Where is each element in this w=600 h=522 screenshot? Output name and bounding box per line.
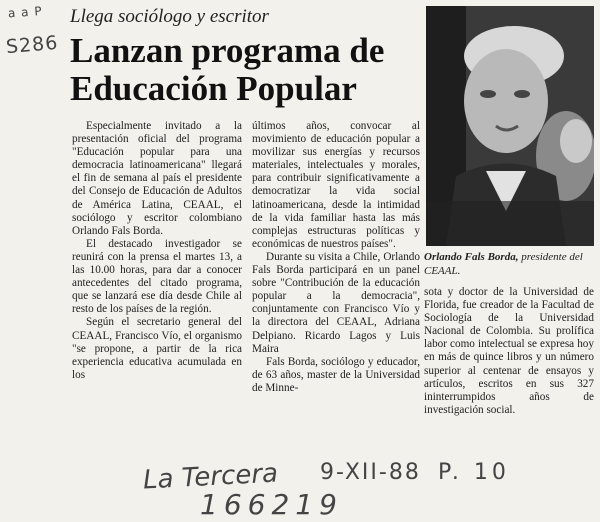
paragraph: Durante su visita a Chile, Orlando Fals Borda participará en un panel sobre "Contribución de la educación popular a la democracia", conjuntamente con Francisco Vío y la directora del CEAAL, Adriana Delpiano. Ricardo Lagos y Luis Maira: [252, 250, 420, 355]
caption-role: presidente del CEAAL.: [424, 251, 583, 277]
date-note: 9-XII-88: [320, 460, 421, 485]
article-column-1: [72, 120, 242, 382]
photo-caption: [424, 250, 596, 278]
portrait-photo: [426, 6, 594, 246]
archive-note: a a P: [7, 4, 43, 21]
paragraph: Fals Borda, sociólogo y educador, de 63 años, master de la Universidad de Minne-: [252, 355, 420, 394]
article-kicker: Llega sociólogo y escritor: [70, 6, 269, 27]
article-column-2: [252, 120, 420, 395]
paragraph: sota y doctor de la Universidad de Florida, fue creador de la Facultad de Sociología de la Universidad Nacional de Colombia. Su prolífica labor como intelectual se expresa hoy en más de quince libros y un número superior al centenar de ensayos y artículos, escritos en sus 327 ininterrumpidos años de investigación social.: [424, 286, 594, 416]
article-headline: Lanzan programa de Educación Popular: [70, 31, 385, 108]
paragraph: El destacado investigador se reunirá con la prensa el martes 13, a las 10.00 horas, para dar a conocer antecedentes del citado programa, que se lanzará ese día desde Chile al resto de los países de la región.: [72, 237, 242, 316]
newspaper-name-note: La Tercera: [142, 458, 279, 496]
paragraph: Según el secretario general del CEAAL, Francisco Vío, el organismo "se propone, a partir de la rica experiencia educativa acumulada en los: [72, 316, 242, 381]
article-column-3: [424, 286, 594, 417]
page-note: P. 10: [438, 460, 510, 485]
caption-name: Orlando Fals Borda,: [424, 251, 519, 263]
archive-code: S286: [5, 31, 60, 59]
clipping-number-note: 166219: [200, 488, 343, 521]
paragraph: Especialmente invitado a la presentación oficial del programa "Educación popular para una democracia latinoamericana" llegará el fin de semana al país el presidente del Consejo de Educación de Adultos de América Latina, CEAAL, el sociólogo y escritor colombiano Orlando Fals Borda.: [72, 120, 242, 237]
paragraph: últimos años, convocar al movimiento de educación popular a movilizar sus energías y recursos materiales, intelectuales y morales, para contribuir significativamente a democratizar la vida social latinoamericana, desde la intimidad de la vida familiar hasta las más complejas estructuras políticas y económicas de nuestros países".: [252, 120, 420, 250]
portrait-image: [426, 6, 594, 246]
